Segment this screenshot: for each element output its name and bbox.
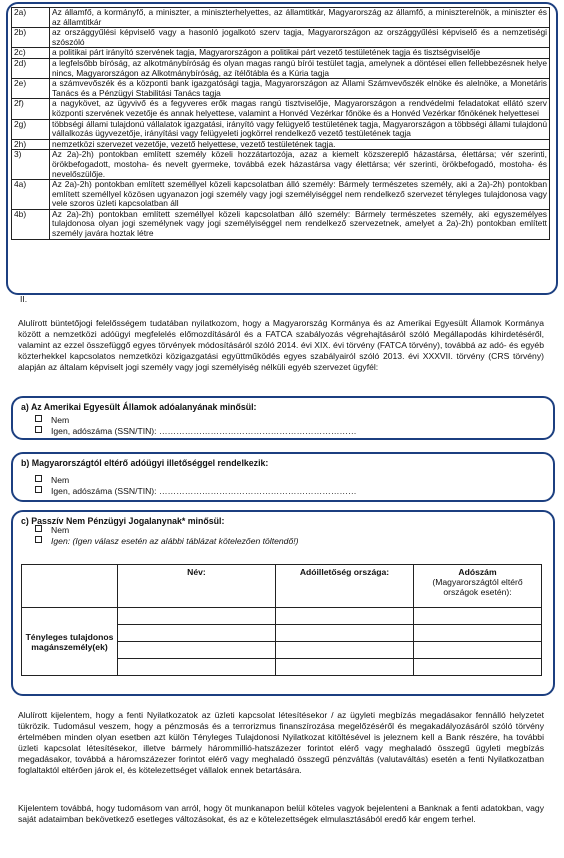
owners-header-name: Név:: [118, 565, 276, 608]
definition-code: 4a): [12, 180, 50, 210]
checkbox-icon[interactable]: [35, 536, 42, 543]
definition-text: többségi állami tulajdonú vállalatok igazgatási, irányító vagy felügyelő testületének tagja, Magyarországon a többségi állami tulajdonú vállalkozás ügyvezetője, irányítási vagy felügyeleti jogkörrel rendelkező vezető testületének tagja: [50, 119, 550, 139]
definitions-table: [11, 7, 550, 240]
question-b-box: [11, 452, 555, 502]
question-c-box: [11, 510, 555, 696]
section-label: II.: [20, 294, 28, 304]
owner-taxid-cell[interactable]: [414, 608, 542, 625]
definition-code: 2a): [12, 8, 50, 28]
question-b-option-no[interactable]: [35, 475, 69, 485]
checkbox-icon[interactable]: [35, 525, 42, 532]
definition-code: 2f): [12, 99, 50, 119]
checkbox-icon[interactable]: [35, 415, 42, 422]
checkbox-icon[interactable]: [35, 475, 42, 482]
definition-code: 3): [12, 150, 50, 180]
definition-code: 2h): [12, 139, 50, 150]
question-c-option-yes[interactable]: [35, 536, 298, 546]
definition-row: [12, 99, 550, 119]
owners-header-taxid-label: Adószám: [458, 567, 497, 577]
definition-text: Az államfő, a kormányfő, a miniszter, a miniszterhelyettes, az államtitkár, Magyarország az államfő, a miniszterelnök, a miniszter és az államtitkár: [50, 8, 550, 28]
option-label: Nem: [51, 475, 70, 485]
definition-text: a politikai párt irányító szervének tagja, Magyarországon a politikai párt vezető testületének tagja és tisztségviselője: [50, 48, 550, 59]
closing-paragraph-1: Alulírott kijelentem, hogy a fenti Nyilatkozatok az üzleti kapcsolat létesítésekor / az ügyleti megbízás megadásakor fennálló helyzetet tükrözik. Tudomásul veszem, hogy a pénzmosás és a terrorizmus finanszírozása megelőzéséről és megakadályozásáról szóló törvény értelmében minden olyan esetben azt külön Tényleges Tulajdonosi Nyilatkozat kitöltésével is jeleznem kell a Bank részére, ha további üzleti kapcsolat létesítésekor, illetve bármely hárommillió-hatszázezer forintot elérő vagy meghaladó összegű ügyleti megbízás megadásakor, továbbá a háromszázezer forintot elérő vagy meghaladó összegű pénzváltás (valutaváltás) esetén a fenti Nyilatkozatban foglaltaktól eltérően járok el, és kötelezettséget vállalok ennek betartására.: [18, 710, 544, 775]
owner-name-cell[interactable]: [118, 625, 276, 642]
option-label: Nem: [51, 415, 70, 425]
question-a-option-yes[interactable]: [35, 426, 357, 436]
question-b-option-yes[interactable]: [35, 486, 357, 496]
definition-row: [12, 139, 550, 150]
checkbox-icon[interactable]: [35, 486, 42, 493]
definition-text: nemzetközi szervezet vezetője, vezető helyettese, vezető testületének tagja.: [50, 139, 550, 150]
owner-country-cell[interactable]: [276, 608, 414, 625]
definition-code: 4b): [12, 209, 50, 239]
definition-row: [12, 119, 550, 139]
definition-text: a számvevőszék és a központi bank igazgatósági tagja, Magyarországon az Állami Számvevőszék elnöke és alelnöke, a Monetáris Tanács és a Pénzügyi Stabilitási Tanács tagja: [50, 79, 550, 99]
definition-row: [12, 58, 550, 78]
definition-text: Az 2a)-2h) pontokban említett személlyel közeli kapcsolatban álló személy: Bármely természetes személy, aki a 2a)-2h) pontokban említett személlyel közösen ugyanazon jogi személy vagy jogi személyiséggel nem rendelkező szervezet tényleges tulajdonosa vagy vele szoros üzleti kapcsolatban áll: [50, 180, 550, 210]
option-label: Igen, adószáma (SSN/TIN): ……………………………………………………………: [51, 426, 357, 436]
question-b-title: b) Magyarországtól eltérő adóügyi illetőséggel rendelkezik:: [21, 458, 269, 468]
question-a-option-no[interactable]: [35, 415, 69, 425]
owner-name-cell[interactable]: [118, 659, 276, 676]
definition-row: [12, 209, 550, 239]
question-a-box: [11, 396, 555, 440]
intro-paragraph: Alulírott büntetőjogi felelősségem tudatában nyilatkozom, hogy a Magyarország Kormánya és az Amerikai Egyesült Államok Kormánya között a nemzetközi adóügyi megfelelés előmozdításáról és a FATCA szabályozás végrehajtásáról szóló Megállapodás kihirdetéséről, valamint az ezzel összefüggő egyes törvények módosításáról szóló 2014. évi XIX. évi törvény (FATCA törvény), továbbá az adó- és egyéb közterhekkel kapcsolatos nemzetközi közigazgatási együttműködés egyes szabályairól szóló 2013. évi XXXVII. törvény (CRS törvény) alapján az általam képviselt jogi személy vagy jogi személyiség nélküli egyéb szervezet ügyfél:: [18, 318, 544, 372]
definition-text: Az 2a)-2h) pontokban említett személy közeli hozzátartozója, azaz a kiemelt közszereplő házastársa, élettársa; vér szerinti, örökbefogadott, mostoha- és nevelt gyermeke, továbbá ezek házastársa vagy élettársa; vér szerinti, örökbefogadó, mostoha- és nevelőszülője.: [50, 150, 550, 180]
definition-code: 2g): [12, 119, 50, 139]
definition-code: 2b): [12, 28, 50, 48]
owner-taxid-cell[interactable]: [414, 642, 542, 659]
owner-country-cell[interactable]: [276, 659, 414, 676]
definition-row: [12, 28, 550, 48]
definition-text: Az 2a)-2h) pontokban említett személlyel közeli kapcsolatban álló személy: Bármely természetes személy, aki egyszemélyes tulajdonosa olyan jogi személynek vagy jogi személyiséggel nem rendelkező szervezetnek, amelyet a 2a)-2h) pontokban említett személy javára hoztak létre: [50, 209, 550, 239]
definition-code: 2e): [12, 79, 50, 99]
option-label: Nem: [51, 525, 70, 535]
definition-row: [12, 48, 550, 59]
checkbox-icon[interactable]: [35, 426, 42, 433]
question-a-title: a) Az Amerikai Egyesült Államok adóalanyának minősül:: [21, 402, 257, 412]
owners-header-country: Adóilletőség országa:: [276, 565, 414, 608]
definition-code: 2c): [12, 48, 50, 59]
owner-taxid-cell[interactable]: [414, 625, 542, 642]
owners-row-label: Tényleges tulajdonos magánszemély(ek): [22, 608, 118, 676]
definition-text: a legfelsőbb bíróság, az alkotmánybíróság és olyan magas rangú bírói testület tagja, amelynek a döntései ellen fellebbezésnek helye nincs, Magyarországon az Alkotmánybíróság, az ítélőtábla és a Kúria tagja: [50, 58, 550, 78]
definition-text: az országgyűlési képviselő vagy a hasonló jogalkotó szerv tagja, Magyarországon az országgyűlési képviselő és a nemzetiségi szószóló: [50, 28, 550, 48]
question-c-option-no[interactable]: [35, 525, 69, 535]
option-label: Igen, adószáma (SSN/TIN): ……………………………………………………………: [51, 486, 357, 496]
option-label: Igen: (Igen válasz esetén az alábbi táblázat kötelezően töltendő!): [51, 536, 299, 546]
question-c-title: c) Passzív Nem Pénzügyi Jogalanynak* minősül:: [21, 516, 225, 526]
owner-country-cell[interactable]: [276, 642, 414, 659]
beneficial-owners-table: [21, 564, 542, 676]
owners-header-blank: [22, 565, 118, 608]
owner-taxid-cell[interactable]: [414, 659, 542, 676]
owner-country-cell[interactable]: [276, 625, 414, 642]
owner-name-cell[interactable]: [118, 608, 276, 625]
closing-paragraph-2: Kijelentem továbbá, hogy tudomásom van arról, hogy öt munkanapon belül köteles vagyok bejelenteni a Banknak a fenti adatokban, vagy saját adataimban bekövetkező esetleges változásokat, és az e kötelezettségek elmulasztásából eredő kár engem terhel.: [18, 803, 544, 824]
definition-row: [12, 150, 550, 180]
definition-code: 2d): [12, 58, 50, 78]
owner-name-cell[interactable]: [118, 642, 276, 659]
owners-header-taxid-note: (Magyarországtól eltérő országok esetén):: [432, 577, 523, 597]
definition-row: [12, 79, 550, 99]
owners-header-taxid: [414, 565, 542, 608]
definition-text: a nagykövet, az ügyvivő és a fegyveres erők magas rangú tisztviselője, Magyarországon a rendvédelmi feladatokat ellátó szerv központi szervének vezetője és annak helyettese, valamint a Honvéd Vezérkar főnöke és a Honvéd Vezérkar főnökének helyettesei: [50, 99, 550, 119]
definition-row: [12, 180, 550, 210]
definition-row: [12, 8, 550, 28]
